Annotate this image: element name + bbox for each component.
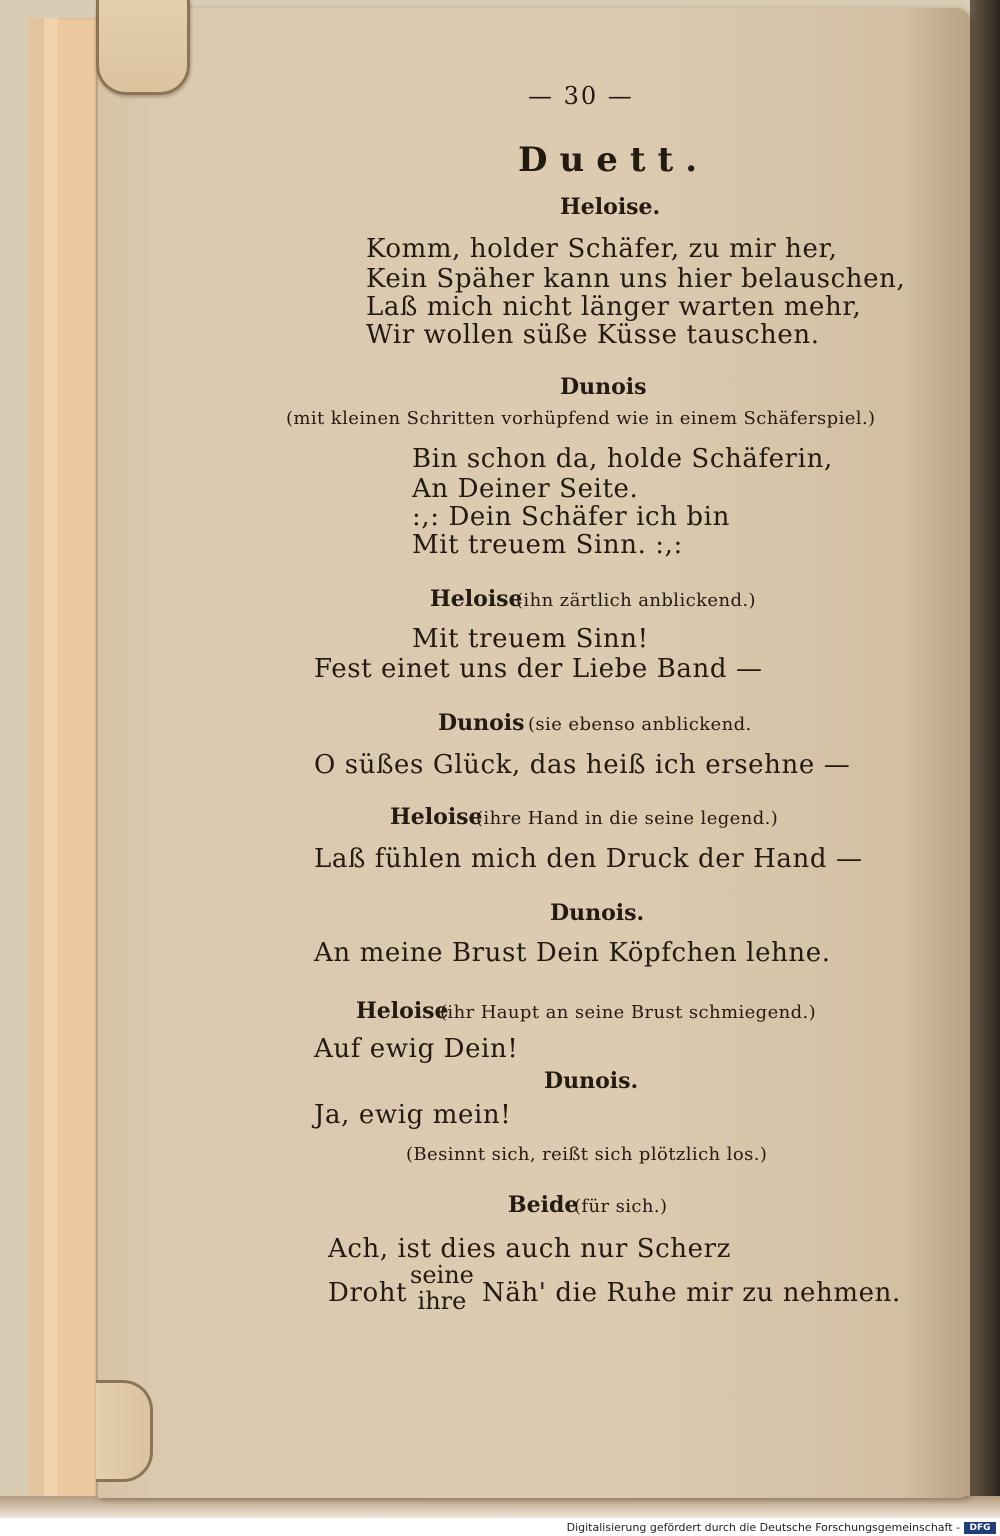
verse-line: Ja, ewig mein!	[314, 1100, 512, 1130]
book-binding-shadow	[970, 0, 1000, 1498]
page-number: — 30 —	[528, 82, 634, 110]
verse-line: :,: Dein Schäfer ich bin	[412, 502, 730, 532]
speaker-name: Heloise.	[560, 194, 661, 220]
speaker-name: Heloise	[390, 804, 483, 830]
verse-line: Kein Späher kann uns hier belauschen,	[366, 264, 906, 294]
book-page	[98, 8, 970, 1498]
page-edge	[58, 18, 98, 1498]
footer-bar	[0, 1518, 1000, 1536]
verse-line: Laß mich nicht länger warten mehr,	[366, 292, 862, 322]
alternative-words	[410, 1262, 474, 1314]
verse-line: Wir wollen süße Küsse tauschen.	[366, 320, 820, 350]
bottom-shadow	[0, 1496, 1000, 1518]
speaker-name: Beide	[508, 1192, 579, 1218]
verse-line: Auf ewig Dein!	[314, 1034, 519, 1064]
stage-direction: (sie ebenso anblickend.	[528, 714, 752, 735]
speaker-name: Heloise	[356, 998, 449, 1024]
speaker-name: Dunois.	[544, 1068, 639, 1094]
footer-credit: Digitalisierung gefördert durch die Deutsche Forschungsgemeinschaft -	[566, 1521, 960, 1534]
verse-line: Komm, holder Schäfer, zu mir her,	[366, 234, 838, 264]
verse-line: An Deiner Seite.	[412, 474, 639, 504]
alternative-word-top: seine	[410, 1261, 474, 1289]
binding-clip-top	[96, 0, 190, 95]
verse-line: Laß fühlen mich den Druck der Hand —	[314, 844, 863, 874]
speaker-name: Heloise	[430, 586, 523, 612]
verse-line: Mit treuem Sinn!	[412, 624, 649, 654]
stage-direction: (mit kleinen Schritten vorhüpfend wie in einem Schäferspiel.)	[286, 408, 876, 429]
speaker-name: Dunois	[560, 374, 647, 400]
stage-direction: (ihr Haupt an seine Brust schmiegend.)	[440, 1002, 817, 1023]
verse-line: O süßes Glück, das heiß ich ersehne —	[314, 750, 851, 780]
binding-clip-bottom	[96, 1380, 153, 1482]
stage-direction: (Besinnt sich, reißt sich plötzlich los.)	[406, 1144, 768, 1165]
speaker-name: Dunois	[438, 710, 525, 736]
stage-direction: (ihre Hand in die seine legend.)	[476, 808, 779, 829]
speaker-name: Dunois.	[550, 900, 645, 926]
dfg-logo: DFG	[964, 1522, 996, 1534]
verse-line: An meine Brust Dein Köpfchen lehne.	[314, 938, 831, 968]
verse-line: Fest einet uns der Liebe Band —	[314, 654, 763, 684]
verse-line-end: Näh' die Ruhe mir zu nehmen.	[482, 1278, 901, 1308]
stage-direction: (ihn zärtlich anblickend.)	[516, 590, 756, 611]
verse-line: Mit treuem Sinn. :,:	[412, 530, 683, 560]
alternative-word-bottom: ihre	[417, 1287, 467, 1315]
verse-line: Bin schon da, holde Schäferin,	[412, 444, 833, 474]
verse-line-start: Droht	[328, 1278, 408, 1308]
verse-line: Ach, ist dies auch nur Scherz	[328, 1234, 731, 1264]
stage-direction: (für sich.)	[574, 1196, 668, 1217]
page-fold	[96, 10, 98, 1496]
section-title: Duett.	[518, 140, 710, 180]
